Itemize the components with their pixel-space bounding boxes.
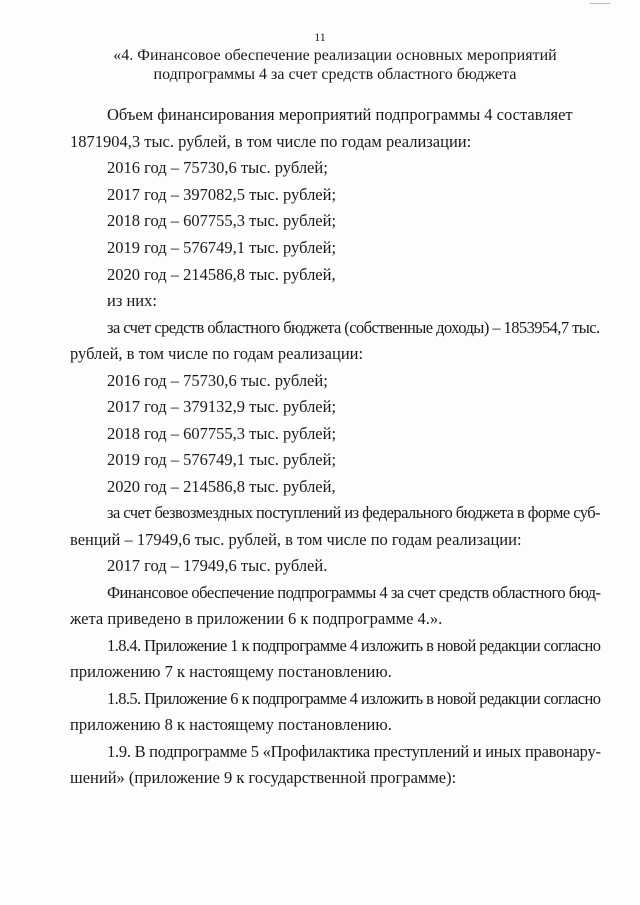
paragraph-4-line-1: Финансовое обеспечение подпрограммы 4 за счет средств областного бюд- [107,583,601,602]
year-2019-total: 2019 год – 576749,1 тыс. рублей; [107,238,337,257]
paragraph-6-line-1: 1.8.5. Приложение 6 к подпрограмме 4 изложить в новой редакции согласно [107,689,601,708]
paragraph-7-line-2: шений» (приложение 9 к государственной программе): [70,768,457,787]
regional-2019: 2019 год – 576749,1 тыс. рублей; [107,450,337,469]
year-2018-total: 2018 год – 607755,3 тыс. рублей; [107,211,337,230]
year-2016-total: 2016 год – 75730,6 тыс. рублей; [107,158,328,177]
paragraph-2-line-2: рублей, в том числе по годам реализации: [70,344,364,363]
paragraph-5-line-2: приложению 7 к настоящему постановлению. [70,662,392,681]
paragraph-1-line-2: 1871904,3 тыс. рублей, в том числе по годам реализации: [70,132,472,151]
year-2020-total: 2020 год – 214586,8 тыс. рублей, [107,265,336,284]
of-them-label: из них: [107,291,157,310]
paragraph-2-line-1: за счет средств областного бюджета (собственные доходы) – 1853954,7 тыс. [107,318,600,337]
paragraph-3-line-2: венций – 17949,6 тыс. рублей, в том числе по годам реализации: [70,530,522,549]
section-heading [70,46,600,84]
regional-2017: 2017 год – 379132,9 тыс. рублей; [107,397,337,416]
paragraph-4-line-2: жета приведено в приложении 6 к подпрограмме 4.». [70,609,443,628]
heading-line-2: подпрограммы 4 за счет средств областного бюджета [153,66,517,83]
heading-line-1: «4. Финансовое обеспечение реализации основных мероприятий [113,47,557,64]
federal-2017: 2017 год – 17949,6 тыс. рублей. [107,556,328,575]
paragraph-6-line-2: приложению 8 к настоящему постановлению. [70,715,392,734]
regional-2020: 2020 год – 214586,8 тыс. рублей, [107,477,336,496]
regional-2018: 2018 год – 607755,3 тыс. рублей; [107,424,337,443]
regional-2016: 2016 год – 75730,6 тыс. рублей; [107,371,328,390]
paragraph-7-line-1: 1.9. В подпрограмме 5 «Профилактика преступлений и иных правонару- [107,742,601,761]
year-2017-total: 2017 год – 397082,5 тыс. рублей; [107,185,337,204]
paragraph-3-line-1: за счет безвозмездных поступлений из федерального бюджета в форме суб- [107,503,600,522]
paragraph-5-line-1: 1.8.4. Приложение 1 к подпрограмме 4 изложить в новой редакции согласно [107,636,601,655]
scan-edge-mark [590,0,610,4]
paragraph-1-line-1: Объем финансирования мероприятий подпрограммы 4 составляет [107,105,573,124]
page-number: 11 [314,30,326,44]
